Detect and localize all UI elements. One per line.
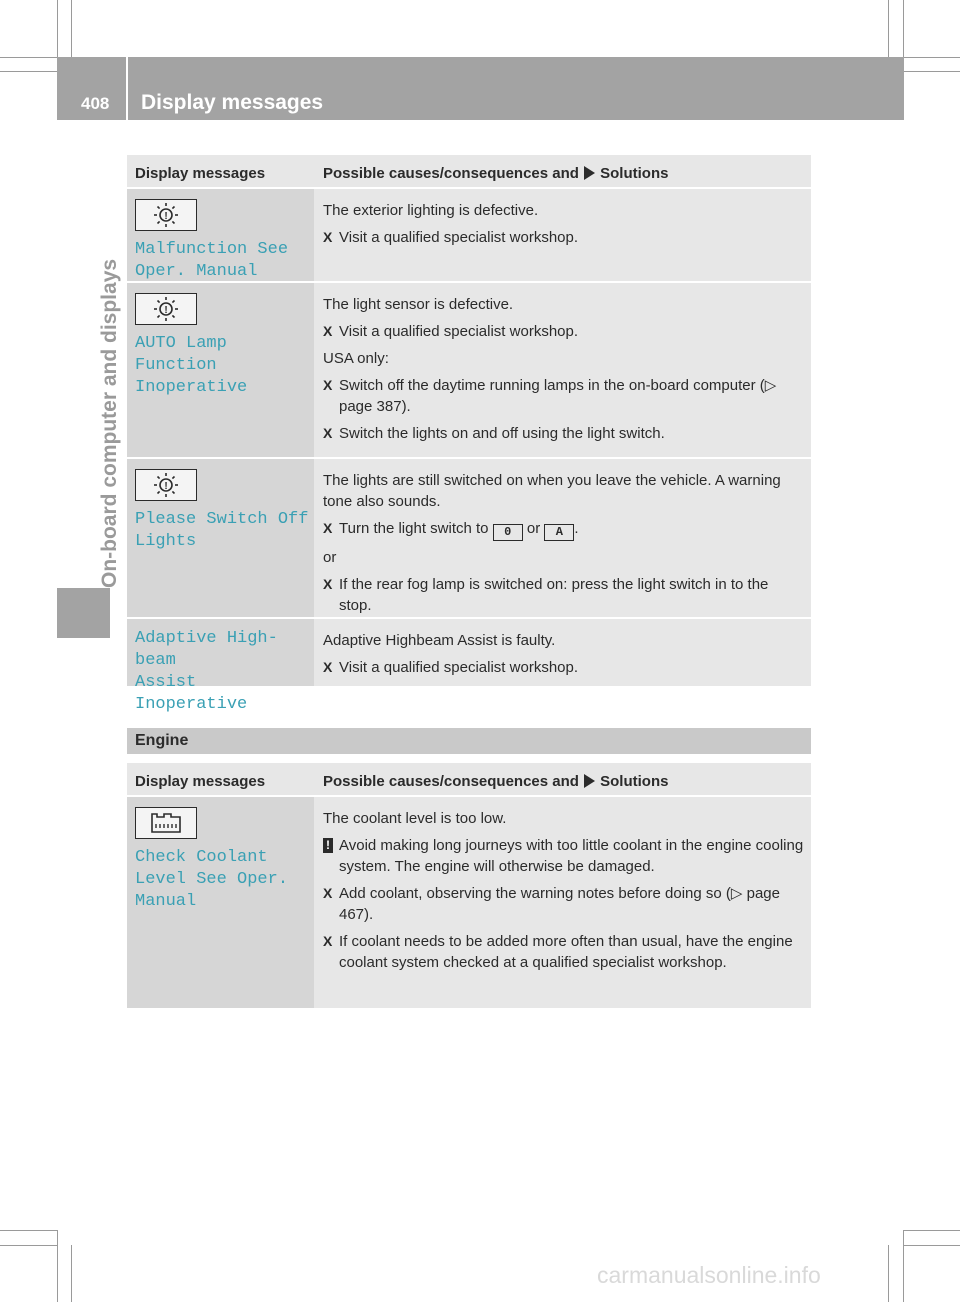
crop-mark — [0, 57, 57, 58]
exterior-light-icon — [135, 469, 197, 501]
header-display-messages: Display messages — [135, 165, 266, 182]
crop-mark — [0, 1245, 57, 1246]
table-row: ! Please Switch Off Lights The lights are still switched on when you leave the vehicle. A warning tone also sounds. X Turn the light switch to 0 or A . or X If the rear fog lamp is switched on: press the light switch in to the stop. — [127, 459, 811, 619]
page-reference: Add coolant, observing the warning notes before doing so (▷ page 467). — [339, 885, 780, 923]
header-causes-solutions: Possible causes/consequences and Solutions — [323, 165, 669, 182]
arrow-right-icon — [584, 774, 595, 788]
crop-mark — [71, 0, 72, 57]
crop-mark — [888, 1245, 889, 1302]
action-marker-icon: X — [323, 377, 333, 393]
display-message: Adaptive High-beam Assist Inoperative — [135, 629, 278, 714]
crop-mark — [71, 1245, 72, 1302]
action-marker-icon: X — [323, 576, 333, 592]
table-row: Adaptive High-beam Assist Inoperative Adaptive Highbeam Assist is faulty. X Visit a qualified specialist workshop. — [127, 619, 811, 688]
svg-text:!: ! — [164, 305, 168, 316]
header-causes-solutions: Possible causes/consequences and Solutions — [323, 773, 669, 790]
crop-mark — [904, 71, 960, 72]
action-marker-icon: X — [323, 323, 333, 339]
table-header — [127, 155, 811, 189]
watermark: carmanualsonline.info — [597, 1262, 821, 1288]
crop-mark — [904, 1230, 960, 1231]
warning-exclamation-icon: ! — [323, 838, 333, 853]
table-row: ! Malfunction See Oper. Manual The exterior lighting is defective. X Visit a qualified specialist workshop. — [127, 189, 811, 283]
exterior-light-icon — [135, 293, 197, 325]
crop-mark — [904, 1245, 960, 1246]
page-header — [57, 57, 904, 120]
action-marker-icon: X — [323, 933, 333, 949]
table-row: Check Coolant Level See Oper. Manual The coolant level is too low. ! Avoid making long journeys with too little coolant in the engine cooling system. The engine will otherwise be damaged. X Add coolant, observing the warning notes before doing so (▷ page 467). X If coolant needs to be added more often than usual, have the engine coolant system checked at a qualified specialist workshop. — [127, 797, 811, 1010]
crop-mark — [0, 71, 57, 72]
page-reference: Switch off the daytime running lamps in the on-board computer (▷ page 387). — [339, 377, 777, 415]
display-message: AUTO Lamp Function Inoperative — [135, 334, 248, 397]
crop-mark — [57, 1230, 58, 1302]
section-heading-engine: Engine — [127, 728, 811, 754]
display-message: Malfunction See Oper. Manual — [135, 240, 289, 281]
arrow-right-icon — [584, 166, 595, 180]
action-marker-icon: X — [323, 885, 333, 901]
header-display-messages: Display messages — [135, 773, 266, 790]
table-header — [127, 763, 811, 797]
light-switch-auto-key-icon: A — [544, 524, 574, 541]
page-title: Display messages — [141, 91, 324, 114]
table-row: ! AUTO Lamp Function Inoperative The light sensor is defective. X Visit a qualified specialist workshop. USA only: X Switch off the daytime running lamps in the on-board computer (▷ page 387). X Switch the lights on and off using the light switch. — [127, 283, 811, 459]
crop-mark — [903, 1230, 904, 1302]
action-marker-icon: X — [323, 425, 333, 441]
crop-mark — [888, 0, 889, 57]
action-marker-icon: X — [323, 520, 333, 536]
crop-mark — [0, 1230, 57, 1231]
engine-messages-table — [127, 763, 811, 1010]
display-message: Please Switch Off Lights — [135, 510, 309, 551]
action-marker-icon: X — [323, 229, 333, 245]
page-number: 408 — [81, 94, 110, 113]
svg-text:!: ! — [164, 481, 168, 492]
chapter-tab-block — [57, 588, 110, 638]
exterior-light-icon — [135, 199, 197, 231]
action-marker-icon: X — [323, 659, 333, 675]
chapter-tab-label: On-board computer and displays — [98, 258, 121, 588]
coolant-level-icon — [135, 807, 197, 839]
header-divider — [126, 57, 128, 120]
svg-text:!: ! — [164, 211, 168, 222]
crop-mark — [904, 57, 960, 58]
lighting-messages-table — [127, 155, 811, 714]
light-switch-off-key-icon: 0 — [493, 524, 523, 541]
display-message: Check Coolant Level See Oper. Manual — [135, 848, 289, 911]
